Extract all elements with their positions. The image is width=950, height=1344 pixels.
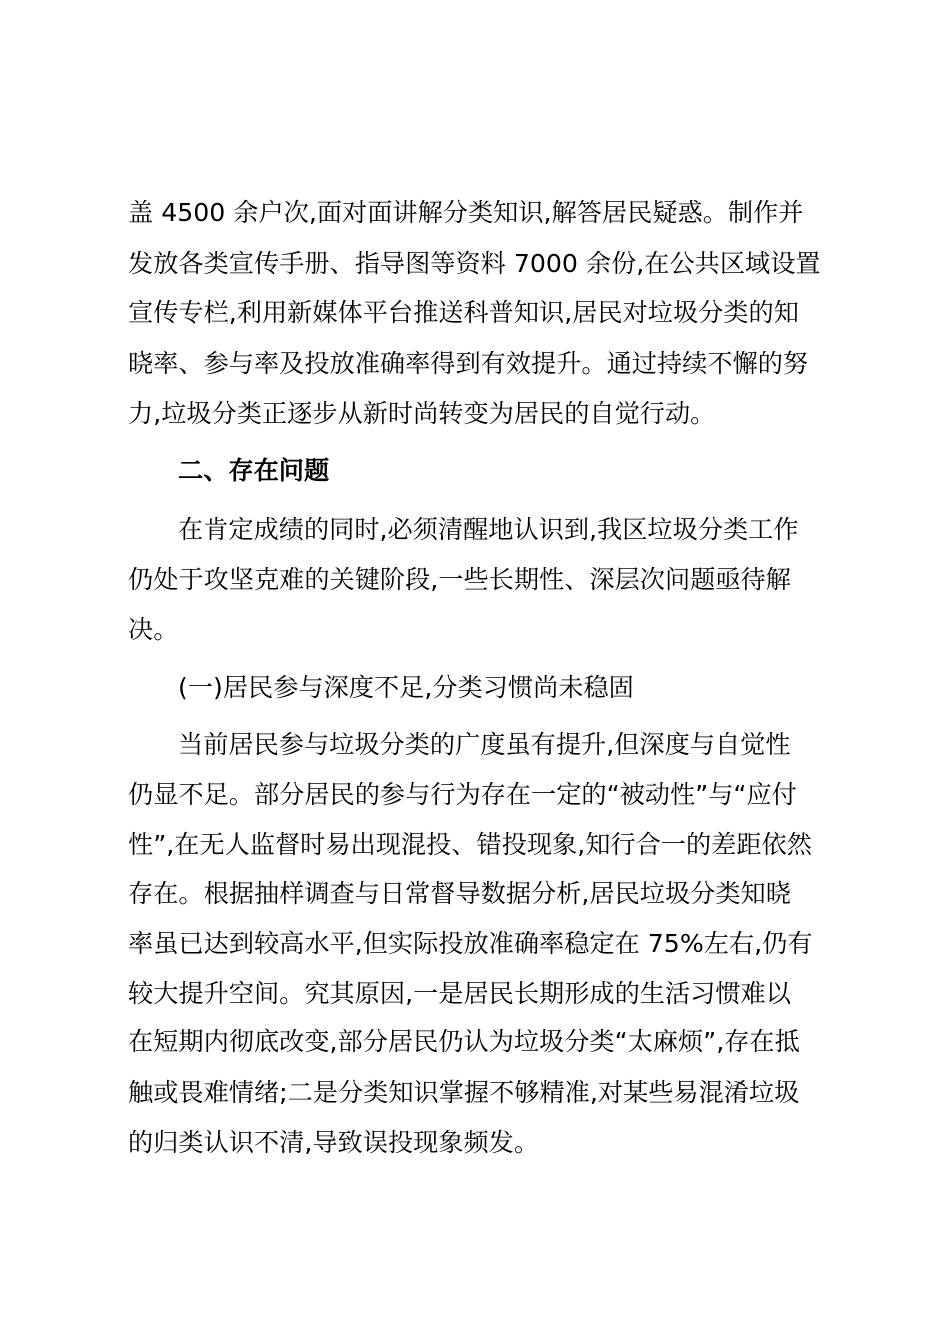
paragraph-2-line-3: 决。 bbox=[128, 615, 179, 644]
subsection-heading: (一)居民参与深度不足,分类习惯尚未稳固 bbox=[178, 673, 634, 702]
paragraph-1-line-4: 晓率、参与率及投放准确率得到有效提升。通过持续不懈的努 bbox=[128, 349, 809, 378]
paragraph-3-line-6: 较大提升空间。究其原因,一是居民长期形成的生活习惯难以 bbox=[128, 979, 791, 1008]
paragraph-3-line-9: 的归类认识不清,导致误投现象频发。 bbox=[128, 1128, 540, 1157]
paragraph-3-line-5: 率虽已达到较高水平,但实际投放准确率稳定在 75%左右,仍有 bbox=[128, 929, 813, 958]
paragraph-1-line-5: 力,垃圾分类正逐步从新时尚转变为居民的自觉行动。 bbox=[128, 399, 716, 428]
paragraph-2-line-2: 仍处于攻坚克难的关键阶段,一些长期性、深层次问题亟待解 bbox=[128, 565, 791, 594]
paragraph-2-line-1: 在肯定成绩的同时,必须清醒地认识到,我区垃圾分类工作 bbox=[178, 515, 799, 544]
paragraph-3-line-7: 在短期内彻底改变,部分居民仍认为垃圾分类“太麻烦”,存在抵 bbox=[128, 1027, 800, 1056]
paragraph-3-line-3: 性”,在无人监督时易出现混投、错投现象,知行合一的差距依然 bbox=[128, 830, 812, 859]
paragraph-3-line-2: 仍显不足。部分居民的参与行为存在一定的“被动性”与“应付 bbox=[128, 780, 797, 809]
paragraph-3-line-8: 触或畏难情绪;二是分类知识掌握不够精准,对某些易混淆垃圾 bbox=[128, 1078, 800, 1107]
paragraph-1-line-3: 宣传专栏,利用新媒体平台推送科普知识,居民对垃圾分类的知 bbox=[128, 298, 799, 327]
paragraph-3-line-1: 当前居民参与垃圾分类的广度虽有提升,但深度与自觉性 bbox=[178, 730, 791, 759]
paragraph-1-line-2: 发放各类宣传手册、指导图等资料 7000 余份,在公共区域设置 bbox=[128, 249, 821, 278]
paragraph-3-line-4: 存在。根据抽样调查与日常督导数据分析,居民垃圾分类知晓 bbox=[128, 879, 791, 908]
paragraph-1-line-1: 盖 4500 余户次,面对面讲解分类知识,解答居民疑惑。制作并 bbox=[128, 198, 804, 227]
section-heading: 二、存在问题 bbox=[178, 456, 330, 485]
